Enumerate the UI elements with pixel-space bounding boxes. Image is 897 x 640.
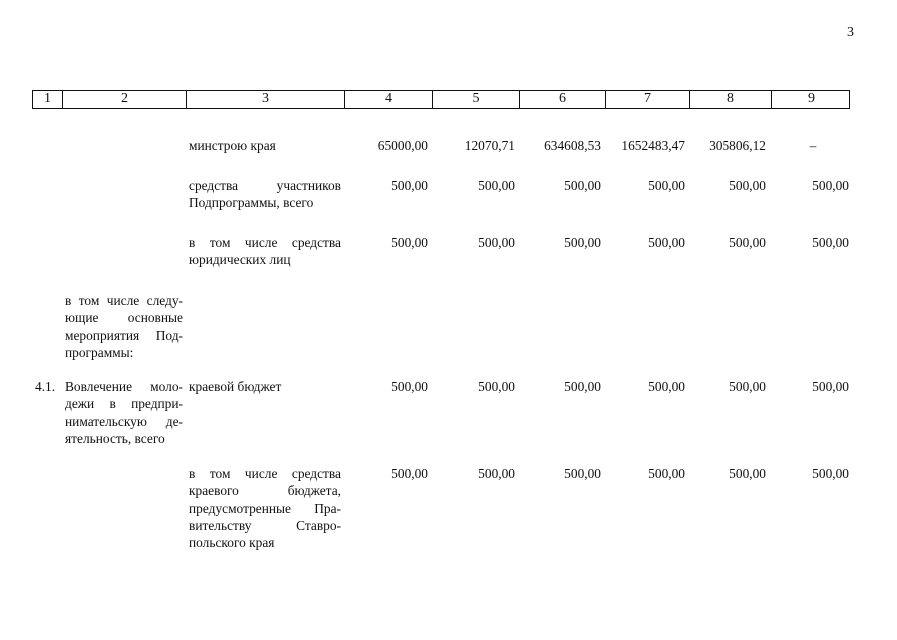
header-cell-7: 7 <box>605 91 689 108</box>
value-col-9: – <box>809 138 817 153</box>
value-col-4: 500,00 <box>391 466 428 481</box>
table-header-row <box>32 90 850 109</box>
funding-source: краевой бюджет <box>189 379 282 394</box>
value-col-7: 500,00 <box>648 178 685 193</box>
header-cell-9: 9 <box>771 91 851 108</box>
header-cell-6: 6 <box>519 91 605 108</box>
value-col-5: 12070,71 <box>464 138 515 153</box>
row-number: 4.1. <box>35 379 56 394</box>
value-col-7: 1652483,47 <box>621 138 685 153</box>
value-col-5: 500,00 <box>478 466 515 481</box>
header-cell-8: 8 <box>689 91 771 108</box>
value-col-8: 500,00 <box>729 379 766 394</box>
value-col-4: 500,00 <box>391 379 428 394</box>
value-col-4: 500,00 <box>391 235 428 250</box>
value-col-6: 500,00 <box>564 178 601 193</box>
header-cell-4: 4 <box>344 91 432 108</box>
funding-source: в том числе средства юридических лиц <box>189 235 341 268</box>
value-col-7: 500,00 <box>648 235 685 250</box>
value-col-6: 500,00 <box>564 466 601 481</box>
value-col-5: 500,00 <box>478 235 515 250</box>
value-col-8: 500,00 <box>729 178 766 193</box>
value-col-9: 500,00 <box>812 379 849 394</box>
value-col-9: 500,00 <box>812 178 849 193</box>
value-col-8: 305806,12 <box>709 138 766 153</box>
header-cell-5: 5 <box>432 91 519 108</box>
section-heading: в том числе следу- ющие основные мероприятия Под- программы: <box>65 293 183 360</box>
value-col-6: 500,00 <box>564 379 601 394</box>
value-col-8: 500,00 <box>729 235 766 250</box>
header-cell-1: 1 <box>44 91 51 106</box>
value-col-9: 500,00 <box>812 235 849 250</box>
value-col-7: 500,00 <box>648 379 685 394</box>
funding-source: средства участников Подпрограммы, всего <box>189 178 341 211</box>
funding-source: в том числе средства краевого бюджета, предусмотренные Пра- вительству Ставро- польского края <box>189 466 341 551</box>
header-cell-3: 3 <box>186 91 344 108</box>
value-col-4: 500,00 <box>391 178 428 193</box>
funding-source: минстрою края <box>189 138 276 153</box>
value-col-6: 500,00 <box>564 235 601 250</box>
page-number: 3 <box>847 25 854 40</box>
value-col-8: 500,00 <box>729 466 766 481</box>
header-cell-2: 2 <box>62 91 186 108</box>
value-col-9: 500,00 <box>812 466 849 481</box>
value-col-5: 500,00 <box>478 178 515 193</box>
event-name: Вовлечение моло- дежи в предпри- нимательскую де- ятельность, всего <box>65 379 183 446</box>
value-col-7: 500,00 <box>648 466 685 481</box>
value-col-4: 65000,00 <box>377 138 428 153</box>
value-col-6: 634608,53 <box>544 138 601 153</box>
value-col-5: 500,00 <box>478 379 515 394</box>
